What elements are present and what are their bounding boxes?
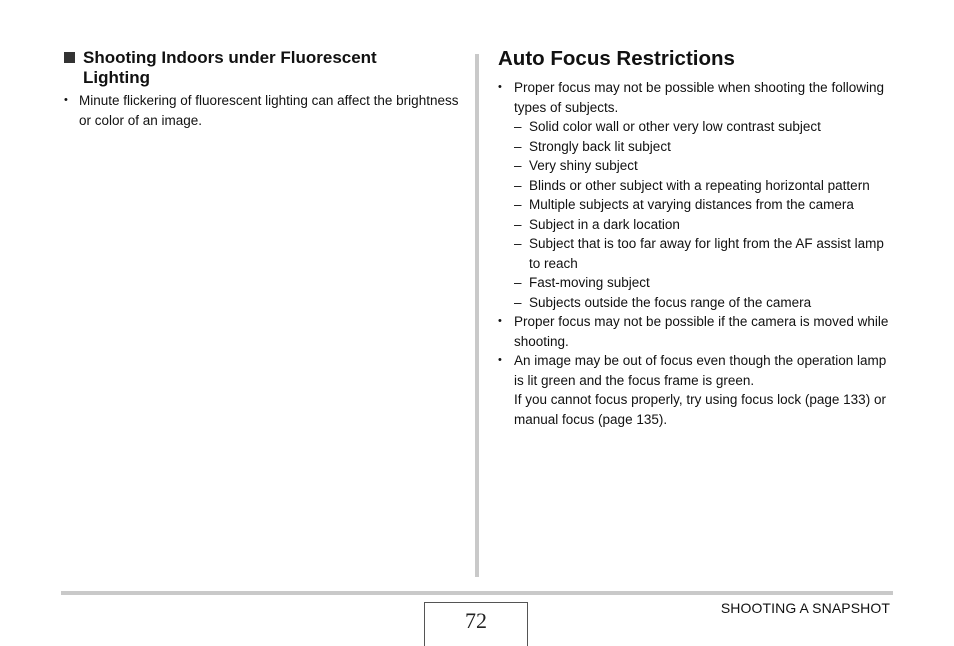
footer-rule xyxy=(61,591,893,595)
sub-list-item xyxy=(514,117,894,137)
column-divider xyxy=(475,54,479,577)
sub-item-text: Subject that is too far away for light from the AF assist lamp to reach xyxy=(529,236,884,271)
left-column xyxy=(64,48,464,130)
bullet-text: Proper focus may not be possible when shooting the following types of subjects. xyxy=(514,80,884,115)
dash: – xyxy=(514,119,522,134)
sub-item-text: Strongly back lit subject xyxy=(529,138,671,154)
sub-list-item xyxy=(514,137,894,157)
sub-item-text: Fast-moving subject xyxy=(529,275,650,290)
list-item xyxy=(64,91,464,130)
page-title: Auto Focus Restrictions xyxy=(498,47,735,70)
page-number: 72 xyxy=(424,602,528,646)
list-item xyxy=(498,312,894,351)
sub-item-text: Subject in a dark location xyxy=(529,216,680,232)
focus-lock-note: If you cannot focus properly, try using focus lock (page 133) or manual focus (page 135). xyxy=(514,392,886,427)
section-label: SHOOTING A SNAPSHOT xyxy=(720,600,890,616)
sub-item-text: Subjects outside the focus range of the camera xyxy=(529,294,812,310)
dash: – xyxy=(514,177,522,193)
bullet-text: Proper focus may not be possible if the camera is moved while shooting. xyxy=(514,314,889,349)
bullet-dot: • xyxy=(64,94,68,106)
dash: – xyxy=(514,294,522,310)
dash: – xyxy=(514,138,522,154)
dash: – xyxy=(514,275,522,290)
bullet-dot: • xyxy=(498,354,502,366)
bullet-dot: • xyxy=(498,81,502,93)
list-item xyxy=(498,351,894,429)
section-heading-text: Shooting Indoors under Fluorescent Lighting xyxy=(83,48,377,87)
sub-list-item xyxy=(514,273,894,293)
right-column xyxy=(498,46,894,429)
sub-item-text: Multiple subjects at varying distances from the camera xyxy=(529,197,854,212)
sub-list-item xyxy=(514,156,894,176)
bullet-text: An image may be out of focus even though the operation lamp is lit green and the focus frame is green. xyxy=(514,353,887,388)
bullet-dot: • xyxy=(498,315,502,327)
fluorescent-bullet-list xyxy=(64,91,464,130)
section-heading-fluorescent xyxy=(64,48,464,88)
sub-item-text: Solid color wall or other very low contrast subject xyxy=(529,119,821,134)
bullet-text: Minute flickering of fluorescent lighting can affect the brightness or color of an image. xyxy=(79,93,459,128)
sub-list-item xyxy=(514,293,894,313)
af-restrictions-list xyxy=(498,78,894,429)
sub-list-item xyxy=(514,195,894,215)
sub-list-item xyxy=(514,234,894,273)
dash: – xyxy=(514,236,522,251)
subject-types-list xyxy=(514,117,894,312)
sub-item-text: Blinds or other subject with a repeating horizontal pattern xyxy=(529,177,870,193)
sub-list-item xyxy=(514,215,894,235)
list-item xyxy=(498,78,894,312)
dash: – xyxy=(514,197,522,212)
dash: – xyxy=(514,158,522,173)
sub-item-text: Very shiny subject xyxy=(529,158,638,173)
sub-list-item xyxy=(514,176,894,196)
square-bullet-icon xyxy=(64,52,75,63)
dash: – xyxy=(514,216,522,232)
